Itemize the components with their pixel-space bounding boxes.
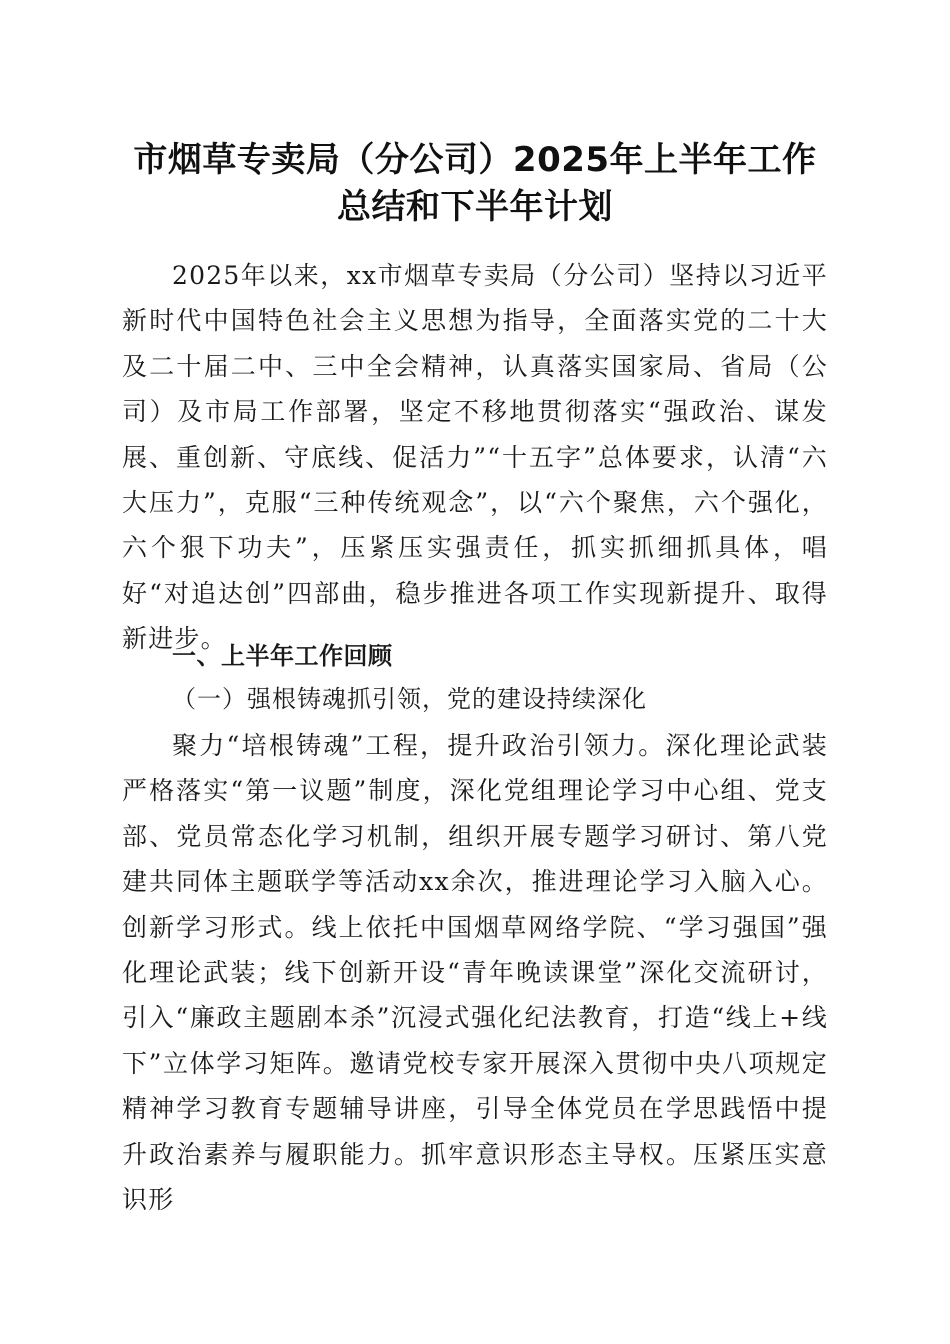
document-title-line-2: 总结和下半年计划 [337, 187, 613, 227]
subsection-heading: （一）强根铸魂抓引领，党的建设持续深化 [172, 685, 647, 713]
document-title-line-1: 市烟草专卖局（分公司）2025年上半年工作 [133, 140, 817, 180]
body-paragraph: 聚力“培根铸魂”工程，提升政治引领力。深化理论武装严格落实“第一议题”制度，深化党组理论学习中心组、党支部、党员常态化学习机制，组织开展专题学习研讨、第八党建共同体主题联学等活动xx余次，推进理论学习入脑入心。创新学习形式。线上依托中国烟草网络学院、“学习强国”强化理论武装；线下创新开设“青年晚读课堂”深化交流研讨，引入“廉政主题剧本杀”沉浸式强化纪法教育，打造“线上+线下”立体学习矩阵。邀请党校专家开展深入贯彻中央八项规定精神学习教育专题辅导讲座，引导全体党员在学思践悟中提升政治素养与履职能力。抓牢意识形态主导权。压紧压实意识形 [122, 731, 828, 1215]
intro-paragraph: 2025年以来，xx市烟草专卖局（分公司）坚持以习近平新时代中国特色社会主义思想为指导，全面落实党的二十大及二十届二中、三中全会精神，认真落实国家局、省局（公司）及市局工作部署，坚定不移地贯彻落实“强政治、谋发展、重创新、守底线、促活力”“十五字”总体要求，认清“六大压力”，克服“三种传统观念”，以“六个聚焦，六个强化，六个狠下功夫”，压紧压实强责任，抓实抓细抓具体，唱好“对追达创”四部曲，稳步推进各项工作实现新提升、取得新进步。 [122, 261, 828, 654]
section-heading: 一、上半年工作回顾 [172, 642, 393, 670]
